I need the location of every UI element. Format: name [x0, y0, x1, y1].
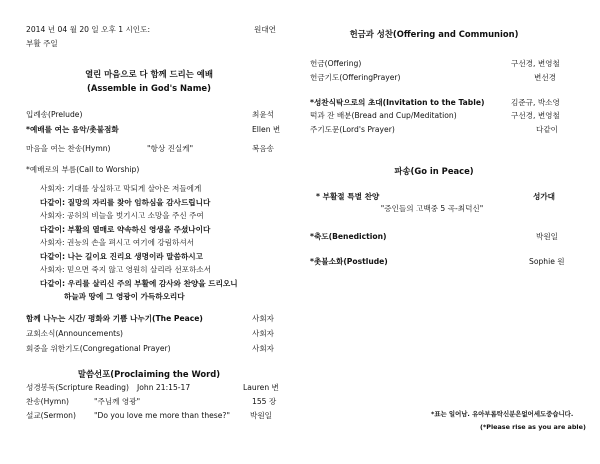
sermon-title: "Do you love me more than these?" [94, 411, 230, 420]
offering-leaders: 구선경, 변영철 [511, 59, 560, 68]
sermon-label: 설교(Sermon) [26, 411, 76, 420]
call-line: 하늘과 땅에 그 영광이 가득하오리다 [64, 292, 185, 301]
announcements-label: 교회소식(Announcements) [26, 329, 124, 338]
footnote-ko: *표는 일어남. 유아부롬탁신분은없어세도중습니다. [431, 410, 574, 418]
scripture-reference: John 21:15-17 [137, 383, 191, 392]
announcements-leader: 사회자 [252, 329, 275, 338]
offering-label: 헌금(Offering) [310, 59, 362, 68]
call-line: 사회자: 믿으면 죽지 않고 영원히 살리라 선포하소서 [40, 265, 212, 274]
go-in-peace-header: 파송(Go in Peace) [394, 166, 474, 176]
peace-leader: 사회자 [252, 314, 275, 323]
offering-section-header: 헌금과 성찬(Offering and Communion) [349, 29, 519, 39]
peace-label: 함께 나누는 시간/ 평화와 기쁨 나누기(The Peace) [26, 314, 203, 323]
invitation-leaders: 김준규, 박소영 [511, 98, 560, 107]
easter-hymn-title: "증인들의 고백중 5 곡-최덕신" [380, 204, 484, 213]
hymn2-title: "주님께 영광" [94, 397, 141, 406]
service-title-ko: 열린 마음으로 다 함께 드리는 예배 [85, 69, 213, 79]
hymn-title: "항상 진실케" [147, 144, 194, 153]
prayer-label: 회중을 위한기도(Congregational Prayer) [26, 344, 171, 353]
bread-cup-leaders: 구선경, 변영철 [511, 111, 560, 120]
offering-prayer-label: 헌금기도(OfferingPrayer) [310, 73, 401, 82]
invitation-label: *성찬식탁으로의 초대(Invitation to the Table) [310, 98, 485, 107]
call-line: 사회자: 공허의 비늘을 벗기시고 소망을 주신 주여 [40, 211, 204, 220]
service-name: 부활 주일 [26, 39, 58, 48]
lords-prayer-label: 주기도문(Lord's Prayer) [310, 125, 395, 134]
prelude-leader: 최윤석 [252, 110, 275, 119]
call-line: 사회자: 권능의 손을 펴시고 여기에 강림하셔서 [40, 238, 195, 247]
music-leader: Ellen 변 [252, 125, 281, 134]
hymn2-number: 155 장 [252, 397, 277, 406]
call-line: 다같이: 부활의 열매로 약속하신 영생을 주셨나이다 [40, 225, 211, 234]
hymn-label: 마음을 여는 찬송(Hymn) [26, 144, 111, 153]
sermon-preacher: 박원일 [250, 411, 273, 420]
call-line: 다같이: 나는 길이요 진리요 생명이라 말씀하시고 [40, 252, 203, 261]
benediction-leader: 박원일 [536, 232, 559, 241]
scripture-reader: Lauren 변 [243, 383, 279, 392]
call-line: 사회자: 기대를 상실하고 막되게 살아온 저들에게 [40, 184, 202, 193]
lords-prayer-leader: 다같이 [536, 125, 559, 134]
postlude-label: *촛불소화(Postlude) [310, 257, 388, 266]
footnote-en: (*Please rise as you are able) [480, 423, 586, 431]
prelude-label: 입례송(Prelude) [26, 110, 83, 119]
hymn2-label: 찬송(Hymn) [26, 397, 70, 406]
call-line: 다같이: 우리를 살리신 주의 부활에 감사와 찬양을 드리오니 [40, 279, 238, 288]
word-section-header: 말씀선포(Proclaiming the Word) [77, 369, 221, 379]
benediction-label: *축도(Benediction) [310, 232, 387, 241]
postlude-leader: Sophie 원 [529, 257, 565, 266]
date-right: 원대연 [254, 25, 277, 34]
scripture-label: 성경봉독(Scripture Reading) [26, 383, 129, 392]
music-label: *예배를 여는 음악/촛불점화 [26, 125, 119, 134]
easter-hymn-label: * 부활절 특별 찬양 [316, 192, 380, 201]
service-title-en: (Assemble in God's Name) [87, 83, 211, 93]
bread-cup-label: 떡과 잔 배분(Bread and Cup/Meditation) [310, 111, 457, 120]
easter-hymn-choir: 성가대 [533, 192, 556, 201]
call-to-worship-label: *예배로의 부름(Call to Worship) [26, 165, 140, 174]
hymn-leader: 복음송 [252, 144, 275, 153]
prayer-leader: 사회자 [252, 344, 275, 353]
call-line: 다같이: 질망의 자리를 찾아 임하심을 감사드립니다 [40, 198, 211, 207]
date-line: 2014 년 04 월 20 일 오후 1 시인도: [26, 25, 151, 34]
offering-prayer-leader: 변선경 [534, 73, 557, 82]
